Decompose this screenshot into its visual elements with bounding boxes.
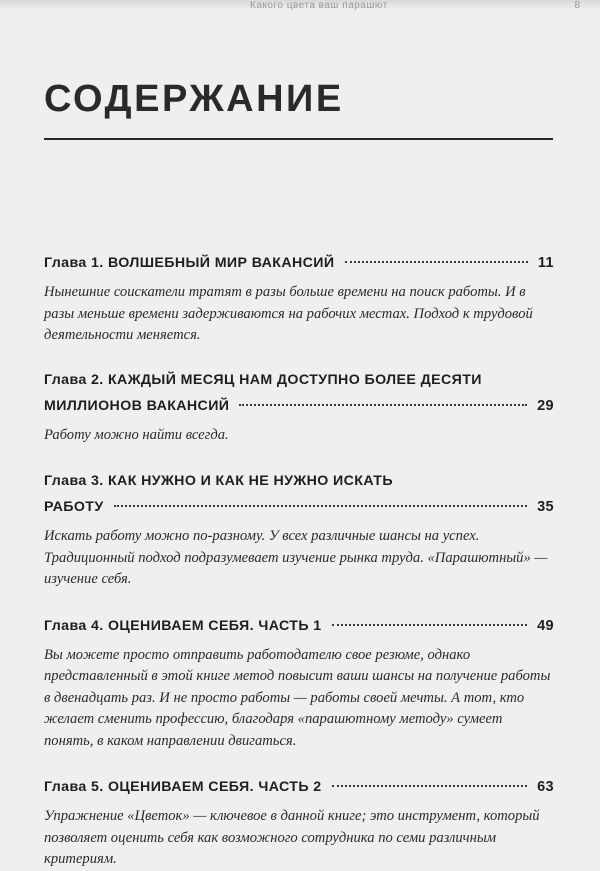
dot-leader xyxy=(114,505,527,507)
title-underline xyxy=(44,138,553,140)
chapter-label: Глава 2. xyxy=(44,371,104,388)
chapter-title: ОЦЕНИВАЕМ СЕБЯ. ЧАСТЬ 2 xyxy=(107,779,322,795)
chapter-description: Упражнение «Цветок» — ключевое в данной книге; это инструмент, который позволяет оценить себя как возможного сотрудника по семи различным критериям. xyxy=(44,808,540,867)
chapter-title: ВОЛШЕБНЫЙ МИР ВАКАНСИЙ xyxy=(107,255,335,271)
toc-entry-chapter-1[interactable] xyxy=(44,250,554,347)
page-number: 49 xyxy=(537,617,554,634)
dot-leader xyxy=(239,404,527,406)
chapter-title-line-2: МИЛЛИОНОВ ВАКАНСИЙ xyxy=(44,397,230,414)
chapter-label: Глава 3. xyxy=(44,473,104,489)
page-number: 35 xyxy=(537,499,554,515)
dot-leader xyxy=(332,624,527,626)
chapter-heading xyxy=(44,367,554,419)
toc-entry-chapter-5[interactable] xyxy=(44,774,554,871)
chapter-title-line-1: КАК НУЖНО И КАК НЕ НУЖНО ИСКАТЬ xyxy=(107,473,393,489)
running-head: Какого цвета ваш парашют xyxy=(250,0,388,11)
dot-leader xyxy=(345,261,528,263)
toc-entry-chapter-3[interactable] xyxy=(44,468,554,591)
page-number: 29 xyxy=(537,397,554,414)
table-of-contents xyxy=(44,250,554,871)
page-number: 11 xyxy=(537,255,554,271)
toc-entry-chapter-4[interactable] xyxy=(44,613,554,753)
chapter-title-line-1: КАЖДЫЙ МЕСЯЦ НАМ ДОСТУПНО БОЛЕЕ ДЕСЯТИ xyxy=(107,371,482,388)
chapter-heading xyxy=(44,774,554,800)
chapter-label: Глава 1. xyxy=(44,255,104,271)
chapter-heading xyxy=(44,468,554,520)
chapter-label: Глава 5. xyxy=(44,779,104,795)
chapter-heading xyxy=(44,613,554,639)
page-folio: 8 xyxy=(574,0,580,11)
page-title: СОДЕРЖАНИЕ xyxy=(44,78,344,120)
chapter-label: Глава 4. xyxy=(44,617,104,634)
chapter-description: Нынешние соискатели тратят в разы больше времени на поиск работы. И в разы меньше времени задерживаются на рабочих местах. Подход к трудовой деятельности меняется. xyxy=(44,284,533,343)
chapter-title: ОЦЕНИВАЕМ СЕБЯ. ЧАСТЬ 1 xyxy=(107,617,322,634)
chapter-description: Вы можете просто отправить работодателю свое резюме, однако представленный в этой книге метод повысит ваши шансы на получение работы в двенадцать раз. И не просто работы — работы своей мечты. А тот, кто желает сменить профессию, благодаря «парашютному методу» сумеет понять, в каком направлении двигаться. xyxy=(44,646,551,749)
chapter-description: Искать работу можно по-разному. У всех различные шансы на успех. Традиционный подход подразумевает изучение рынка труда. «Парашютный» — изучение себя. xyxy=(44,528,548,587)
chapter-title-line-2: РАБОТУ xyxy=(44,499,104,515)
chapter-description: Работу можно найти всегда. xyxy=(44,426,229,443)
dot-leader xyxy=(332,785,527,787)
chapter-heading xyxy=(44,250,554,276)
page-number: 63 xyxy=(537,779,554,795)
toc-entry-chapter-2[interactable] xyxy=(44,367,554,447)
